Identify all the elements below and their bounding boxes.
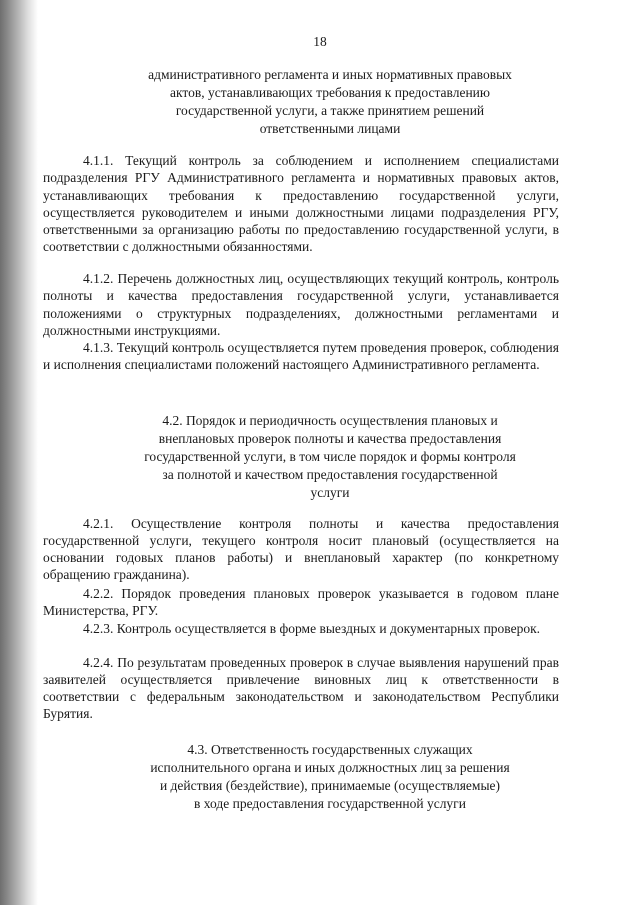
paragraph-4-2-1: 4.2.1. Осуществление контроля полноты и качества предоставления государственной услуги, текущего контроля носит плановый (осуществляется на основании годовых планов работы) и внеплановый характер (по конкретному обращению гражданина). [43, 516, 559, 582]
section-heading-4-2 [70, 412, 590, 502]
heading-line: актов, устанавливающих требования к предоставлению [170, 85, 490, 100]
section-heading-4-1-continuation [70, 66, 590, 138]
heading-line: 4.2. Порядок и периодичность осуществления плановых и [162, 413, 498, 428]
paragraph-4-1-3: 4.1.3. Текущий контроль осуществляется путем проведения проверок, соблюдения и исполнения специалистами положений настоящего Административного регламента. [43, 340, 559, 373]
page-number: 18 [313, 34, 327, 49]
heading-line: 4.3. Ответственность государственных служащих [187, 742, 473, 757]
paragraph-4-2-2: 4.2.2. Порядок проведения плановых проверок указывается в годовом плане Министерства, РГУ. [43, 586, 559, 618]
scan-shadow-edge [0, 0, 38, 905]
heading-line: внеплановых проверок полноты и качества предоставления [158, 431, 502, 446]
heading-line: за полнотой и качеством предоставления государственной [162, 467, 498, 482]
heading-line: ответственными лицами [259, 121, 401, 136]
heading-line: исполнительного органа и иных должностных лиц за решения [150, 760, 510, 775]
section-heading-4-3 [70, 741, 590, 813]
paragraph-4-1-2: 4.1.2. Перечень должностных лиц, осуществляющих текущий контроль, контроль полноты и качества предоставления государственной услуги, устанавливается положениями о структурных подразделениях, должностными регламентами и должностными инструкциями. [43, 271, 559, 338]
heading-line: в ходе предоставления государственной услуги [194, 796, 466, 811]
paragraph-4-2-4: 4.2.4. По результатам проведенных проверок в случае выявления нарушений прав заявителей осуществляется привлечение виновных лиц к ответственности в соответствии с федеральным законодательством и законодательством Республики Бурятия. [43, 655, 559, 721]
heading-line: услуги [310, 485, 350, 500]
paragraph-4-1-1: 4.1.1. Текущий контроль за соблюдением и исполнением специалистами подразделения РГУ Административного регламента и нормативных правовых актов, устанавливающих требования к предоставлению государственной услуги, осуществляется руководителем и иными должностными лицами подразделения РГУ, ответственными за организацию работы по предоставлению государственной услуги, в соответствии с должностными обязанностями. [43, 153, 559, 255]
heading-line: административного регламента и иных нормативных правовых [148, 67, 512, 82]
paragraph-4-2-3: 4.2.3. Контроль осуществляется в форме выездных и документарных проверок. [83, 621, 541, 636]
heading-line: государственной услуги, в том числе порядок и формы контроля [144, 449, 516, 464]
heading-line: и действия (бездействие), принимаемые (осуществляемые) [159, 778, 501, 793]
heading-line: государственной услуги, а также принятием решений [175, 103, 485, 118]
